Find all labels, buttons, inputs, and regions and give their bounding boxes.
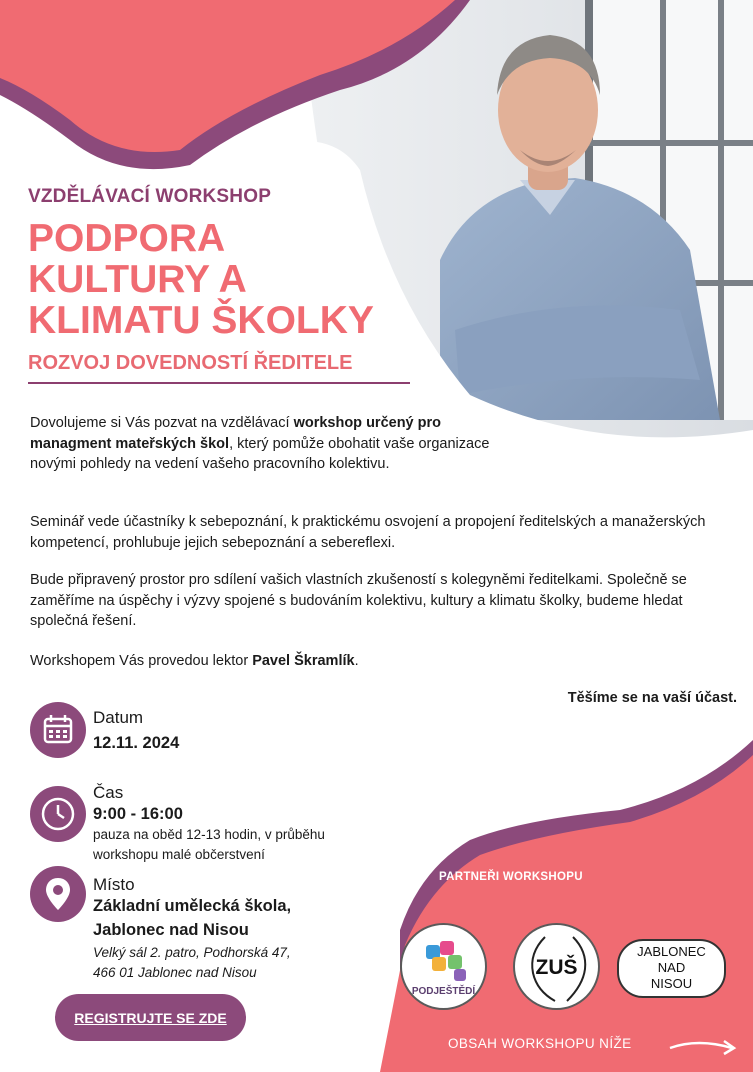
jablonec-line-1: JABLONEC bbox=[637, 944, 706, 959]
date-value: 12.11. 2024 bbox=[93, 734, 180, 752]
partner-logo-podjestedi[interactable] bbox=[400, 923, 487, 1010]
date-label: Datum bbox=[93, 708, 144, 727]
partner-logo-zus[interactable] bbox=[513, 923, 600, 1010]
page-subtitle: ROZVOJ DOVEDNOSTÍ ŘEDITELE bbox=[28, 352, 353, 374]
title-line-3: KLIMATU ŠKOLKY bbox=[28, 299, 374, 342]
intro-text-c: , který pomůže obohatit vaše organizace novými pohledy na vedení vašeho pracovního kolektivu. bbox=[30, 435, 490, 472]
intro-text-bold: workshop určený pro managment mateřských škol bbox=[30, 415, 442, 452]
title-line-2: KULTURY A bbox=[28, 258, 247, 301]
workshop-eyebrow: VZDĚLÁVACÍ WORKSHOP bbox=[28, 186, 272, 207]
time-label: Čas bbox=[93, 783, 124, 802]
place-label: Místo bbox=[93, 875, 135, 894]
time-note-2: workshopu malé občerstvení bbox=[93, 847, 265, 862]
page-title bbox=[28, 218, 428, 341]
intro-text-a: Dovolujeme si Vás pozvat na vzdělávací bbox=[30, 415, 294, 431]
place-note-2: 466 01 Jablonec nad Nisou bbox=[93, 965, 257, 980]
lecturer-name: Pavel Škramlík bbox=[252, 653, 355, 669]
title-line-1: PODPORA bbox=[28, 217, 226, 260]
jablonec-line-3: NISOU bbox=[650, 976, 693, 991]
seminar-paragraph: Seminář vede účastníky k sebepoznání, k praktickému osvojení a propojení ředitelských a manažerských kompetencí, prohlubuje jejich sebepoznání a sebereflexi. bbox=[30, 514, 706, 551]
partner-logo-podjestedi-text: PODJEŠTĚDÍ bbox=[411, 986, 476, 997]
workshop-content-link[interactable]: OBSAH WORKSHOPU NÍŽE bbox=[448, 1036, 632, 1051]
intro-paragraph bbox=[30, 413, 500, 475]
jablonec-line-2: NAD bbox=[657, 960, 686, 975]
puzzle-icon bbox=[402, 925, 487, 1010]
location-pin-icon bbox=[30, 866, 86, 922]
place-value-2: Jablonec nad Nisou bbox=[93, 921, 249, 939]
arrow-right-icon bbox=[668, 1034, 740, 1056]
place-value-1: Základní umělecká škola, bbox=[93, 897, 292, 915]
lecturer-text-a: Workshopem Vás provedou lektor bbox=[30, 653, 253, 669]
time-value: 9:00 - 16:00 bbox=[93, 805, 183, 823]
place-note-1: Velký sál 2. patro, Podhorská 47, bbox=[93, 945, 291, 960]
time-note-1: pauza na oběd 12-13 hodin, v průběhu bbox=[93, 827, 325, 842]
subtitle-underline bbox=[28, 382, 410, 384]
sharing-paragraph: Bude připravený prostor pro sdílení vašich vlastních zkušeností s kolegyněmi ředitelkami. Společně se zaměříme na úspěchy i výzvy spojené s budováním kolektivu, kultury a klimatu školky, budeme hledat společná řešení. bbox=[30, 572, 687, 629]
lecturer-text-c: . bbox=[354, 653, 359, 669]
partners-title: PARTNEŘI WORKSHOPU bbox=[439, 871, 583, 883]
closing-line: Těšíme se na vaší účast. bbox=[567, 690, 737, 706]
partner-logo-zus-text: ZUŠ bbox=[535, 956, 578, 979]
lecturer-paragraph bbox=[30, 651, 730, 672]
clock-icon bbox=[30, 786, 86, 842]
calendar-icon bbox=[30, 702, 86, 758]
partner-logo-jablonec[interactable] bbox=[617, 939, 726, 998]
partner-logo-jablonec-text bbox=[619, 944, 724, 992]
register-button[interactable]: REGISTRUJTE SE ZDE bbox=[55, 994, 246, 1041]
